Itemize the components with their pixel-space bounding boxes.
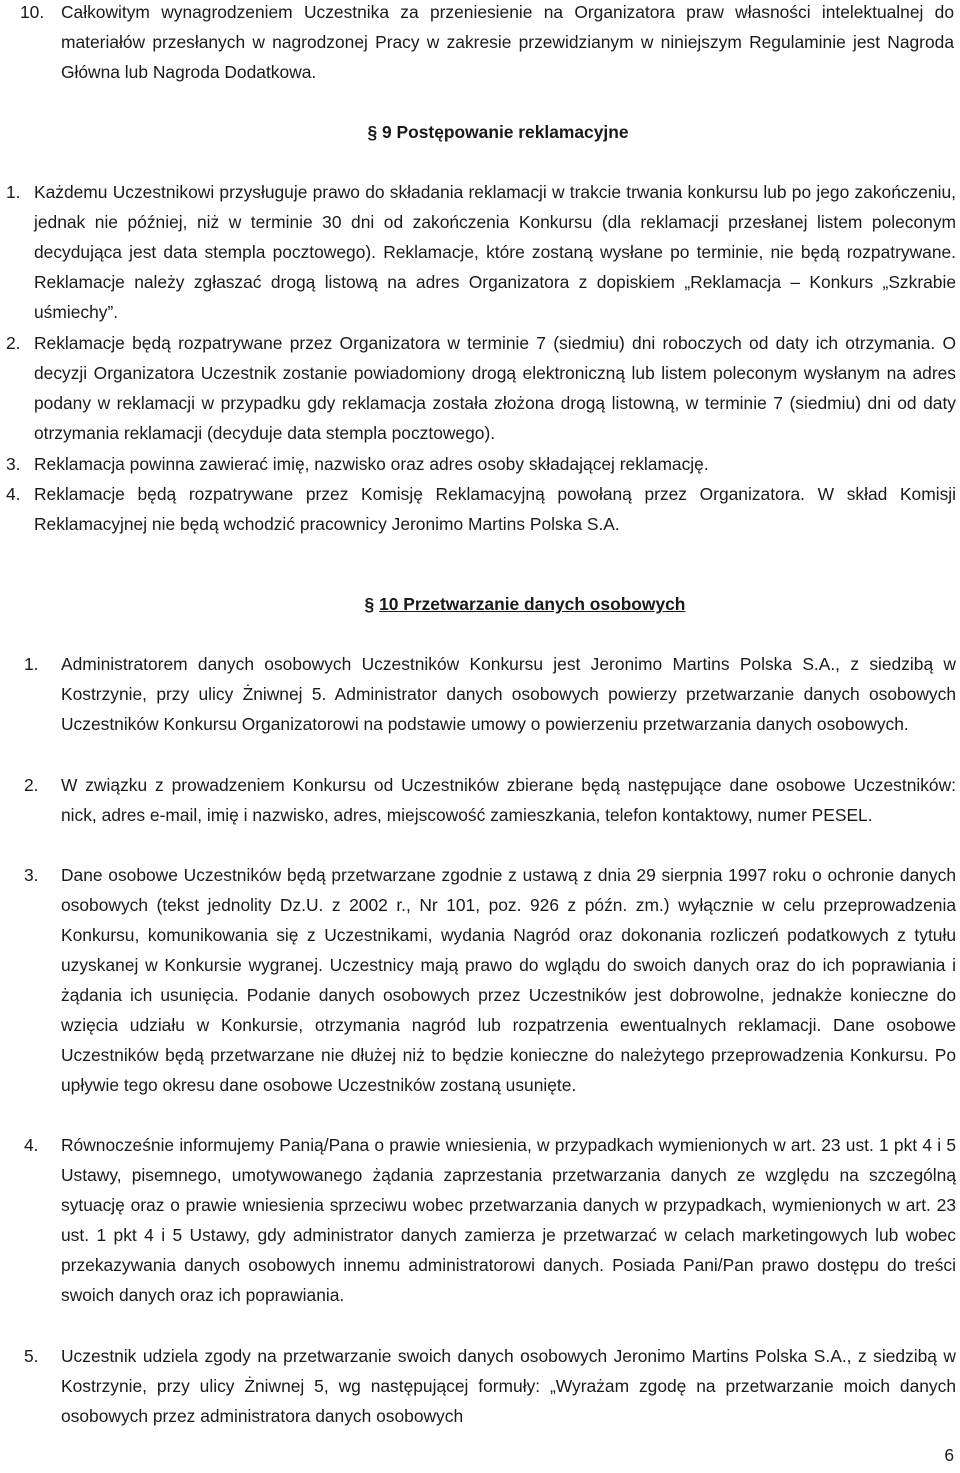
item-number: 3.: [24, 865, 39, 885]
paragraph-text: Dane osobowe Uczestników będą przetwarzane zgodnie z ustawą z dnia 29 sierpnia 1997 roku o ochronie danych osobowych (tekst jednolity Dz.U. z 2002 r., Nr 101, poz. 926 z późn. zm.) wyłącznie w celu przeprowadzenia Konkursu, komunikowania się z Uczestnikami, wydania Nagród oraz dokonania rozliczeń podatkowych z tytułu uzyskanej w Konkursie wygranej. Uczestnicy mają prawo do wglądu do swoich danych oraz do ich poprawiania i żądania ich usunięcia. Podanie danych osobowych przez Uczestników jest dobrowolne, jednakże konieczne do wzięcia udziału w Konkursie, otrzymania nagród lub rozpatrzenia ewentualnych reklamacji. Dane osobowe Uczestników będą przetwarzane nie dłużej niż to będzie konieczne do należytego przeprowadzenia Konkursu. Po upływie tego okresu dane osobowe Uczestników zostaną usunięte.: [61, 865, 956, 1095]
item-number: 2.: [6, 333, 21, 353]
item-number: 4.: [6, 484, 21, 504]
item-number: 5.: [24, 1346, 39, 1366]
section-title: 9 Postępowanie reklamacyjne: [382, 122, 629, 142]
item-number: 10.: [20, 2, 45, 22]
section-symbol: §: [367, 122, 378, 142]
item-number: 1.: [24, 654, 39, 674]
section-heading-9: [0, 117, 960, 147]
item-number: 1.: [6, 182, 21, 202]
section-symbol: §: [364, 594, 375, 614]
item-number: 4.: [24, 1135, 39, 1155]
section-title: 10 Przetwarzanie danych osobowych: [379, 594, 686, 614]
page-number: 6: [944, 1445, 954, 1465]
paragraph-text: Równocześnie informujemy Panią/Pana o prawie wniesienia, w przypadkach wymienionych w art. 23 ust. 1 pkt 4 i 5 Ustawy, pisemnego, umotywowanego żądania zaprzestania przetwarzania danych ze względu na szczególną sytuację oraz o prawie wniesienia sprzeciwu wobec przetwarzania danych w przypadkach, wymienionych w art. 23 ust. 1 pkt 4 i 5 Ustawy, gdy administrator danych zamierza je przetwarzać w celach marketingowych lub wobec przekazywania danych osobowych innemu administratorowi danych. Posiada Pani/Pan prawo dostępu do treści swoich danych oraz ich poprawiania.: [61, 1135, 956, 1305]
paragraph-text: W związku z prowadzeniem Konkursu od Uczestników zbierane będą następujące dane osobowe Uczestników: nick, adres e-mail, imię i nazwisko, adres, miejscowość zamieszkania, telefon kontaktowy, numer PESEL.: [61, 775, 956, 825]
paragraph-text: Reklamacje będą rozpatrywane przez Komisję Reklamacyjną powołaną przez Organizatora. W skład Komisji Reklamacyjnej nie będą wchodzić pracownicy Jeronimo Martins Polska S.A.: [34, 484, 956, 534]
paragraph-text: Uczestnik udziela zgody na przetwarzanie swoich danych osobowych Jeronimo Martins Polska S.A., z siedzibą w Kostrzynie, przy ulicy Żniwnej 5, wg następującej formuły: „Wyrażam zgodę na przetwarzanie moich danych osobowych przez administratora danych osobowych: [61, 1346, 956, 1426]
paragraph-text: Reklamacja powinna zawierać imię, nazwisko oraz adres osoby składającej reklamację.: [34, 454, 709, 474]
paragraph-text: Każdemu Uczestnikowi przysługuje prawo do składania reklamacji w trakcie trwania konkursu lub po jego zakończeniu, jednak nie później, niż w terminie 30 dni od zakończenia Konkursu (dla reklamacji przesłanej listem poleconym decydująca jest data stempla pocztowego). Reklamacje, które zostaną wysłane po terminie, nie będą rozpatrywane. Reklamacje należy zgłaszać drogą listową na adres Organizatora z dopiskiem „Reklamacja – Konkurs „Szkrabie uśmiechy”.: [34, 182, 956, 322]
item-number: 2.: [24, 775, 39, 795]
paragraph-text: Administratorem danych osobowych Uczestników Konkursu jest Jeronimo Martins Polska S.A., z siedzibą w Kostrzynie, przy ulicy Żniwnej 5. Administrator danych osobowych powierzy przetwarzanie danych osobowych Uczestników Konkursu Organizatorowi na podstawie umowy o powierzeniu przetwarzania danych osobowych.: [61, 654, 956, 734]
item-number: 3.: [6, 454, 21, 474]
paragraph-text: Reklamacje będą rozpatrywane przez Organizatora w terminie 7 (siedmiu) dni roboczych od daty ich otrzymania. O decyzji Organizatora Uczestnik zostanie powiadomiony drogą elektroniczną lub listem poleconym wysłanym na adres podany w reklamacji w przypadku gdy reklamacja została złożona drogą listowną, w terminie 7 (siedmiu) dni od daty otrzymania reklamacji (decyduje data stempla pocztowego).: [34, 333, 956, 443]
section-heading-10: [0, 589, 960, 619]
paragraph-text: Całkowitym wynagrodzeniem Uczestnika za przeniesienie na Organizatora praw własności intelektualnej do materiałów przesłanych w nagrodzonej Pracy w zakresie przewidzianym w niniejszym Regulaminie jest Nagroda Główna lub Nagroda Dodatkowa.: [61, 2, 954, 82]
